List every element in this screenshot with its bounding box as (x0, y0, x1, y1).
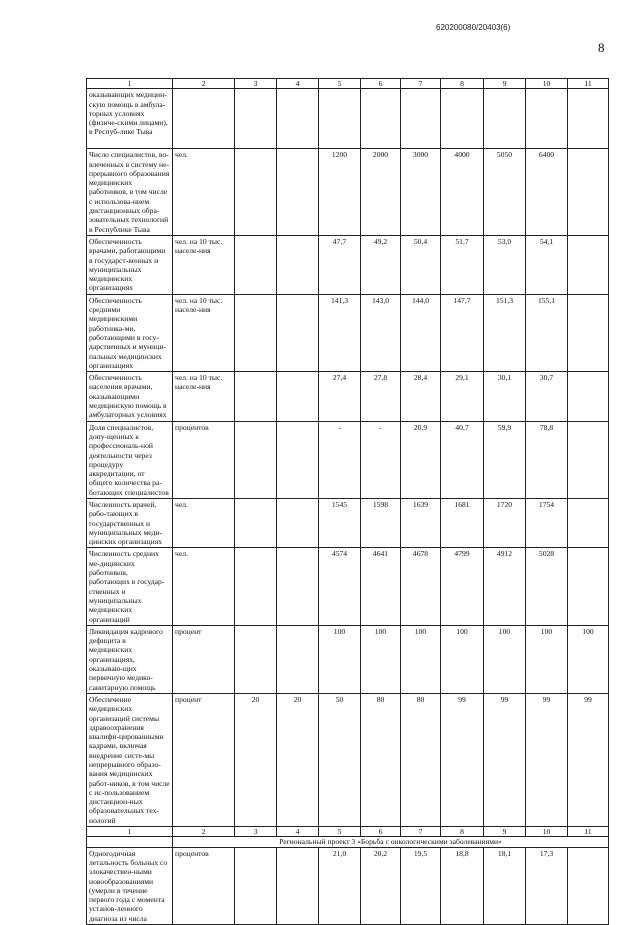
section-blank-cell (87, 837, 173, 847)
indicator-value: 47,7 (319, 235, 361, 294)
indicator-value: - (361, 421, 401, 498)
indicator-value (568, 498, 609, 547)
indicator-value: 100 (361, 625, 401, 693)
indicator-name: Численность средних ме-дицинских работников, работающих в государ-ственных и муниципальных медицинских организаций (87, 548, 173, 625)
indicator-value (484, 89, 526, 149)
indicator-row (87, 693, 609, 826)
column-number: 8 (441, 827, 484, 837)
column-number: 7 (401, 827, 441, 837)
column-number: 4 (277, 827, 319, 837)
indicator-value: - (319, 421, 361, 498)
column-number: 10 (526, 79, 568, 89)
column-number: 5 (319, 827, 361, 837)
indicator-value: 78,8 (526, 421, 568, 498)
indicator-value: 1754 (526, 498, 568, 547)
indicator-value: 99 (526, 693, 568, 826)
indicator-value (235, 498, 277, 547)
indicator-value: 29,1 (441, 372, 484, 421)
indicator-value (235, 149, 277, 236)
column-number: 8 (441, 79, 484, 89)
indicator-value: 19,5 (401, 847, 441, 924)
indicator-value: 30,7 (526, 372, 568, 421)
indicator-value (277, 625, 319, 693)
indicator-row (87, 235, 609, 294)
indicator-value: 1598 (361, 498, 401, 547)
indicator-value: 4912 (484, 548, 526, 625)
indicator-value (568, 372, 609, 421)
indicator-value (277, 149, 319, 236)
column-number: 9 (484, 827, 526, 837)
indicator-value: 100 (484, 625, 526, 693)
indicator-value (568, 548, 609, 625)
indicator-value: 40,7 (441, 421, 484, 498)
column-number: 9 (484, 79, 526, 89)
column-number-row (87, 79, 609, 89)
indicator-unit: процент (173, 693, 235, 826)
indicator-value (277, 89, 319, 149)
indicator-value: 1200 (319, 149, 361, 236)
indicator-row (87, 421, 609, 498)
column-number: 10 (526, 827, 568, 837)
indicator-value (235, 89, 277, 149)
indicator-unit: чел. (173, 498, 235, 547)
indicator-value (568, 421, 609, 498)
indicator-name: Число специалистов, во-влеченных в систему не-прерывного образования медицинских работников, в том числе с использова-нием дистанционных обра-зовательных технологий в Республике Тыва (87, 149, 173, 236)
indicator-name: Численность врачей, рабо-тающих в государственных и муниципальных меди-цинских организациях (87, 498, 173, 547)
indicator-value: 50 (319, 693, 361, 826)
indicator-value: 141,3 (319, 294, 361, 371)
indicator-value: 4000 (441, 149, 484, 236)
indicator-value: 21,0 (319, 847, 361, 924)
indicator-value (235, 235, 277, 294)
indicator-unit: чел. на 10 тыс. населе-ния (173, 294, 235, 371)
indicator-value: 4678 (401, 548, 441, 625)
indicator-value: 99 (568, 693, 609, 826)
indicator-value: 20,2 (361, 847, 401, 924)
indicator-value: 100 (401, 625, 441, 693)
indicator-value: 28,4 (401, 372, 441, 421)
indicator-value: 1545 (319, 498, 361, 547)
indicator-value: 30,1 (484, 372, 526, 421)
indicator-value: 4799 (441, 548, 484, 625)
indicators-table (86, 78, 609, 925)
column-number: 4 (277, 79, 319, 89)
indicator-value: 155,1 (526, 294, 568, 371)
indicator-value (526, 89, 568, 149)
indicator-unit: процентов (173, 847, 235, 924)
indicator-name: Обеспеченность средними медицинскими работника-ми, работающими в госу-дарственных и муници-пальных медицинских организациях (87, 294, 173, 371)
indicator-unit (173, 89, 235, 149)
column-number: 3 (235, 79, 277, 89)
indicator-value: 99 (441, 693, 484, 826)
section-row (87, 837, 609, 847)
indicator-value: 49,2 (361, 235, 401, 294)
page-number: 8 (598, 40, 605, 55)
section-title: Региональный проект 3 «Борьба с онкологическими заболеваниями» (173, 837, 609, 847)
indicator-value: 4641 (361, 548, 401, 625)
indicator-value: 5050 (484, 149, 526, 236)
indicator-value (568, 847, 609, 924)
indicator-name: Обеспеченность населения врачами, оказывающими медицинскую помощь в амбулаторных условиях (87, 372, 173, 421)
indicator-name: Одногодичная летальность больных со злокачествен-ными новообразованиями (умерли в течение первого года с момента установ-ленного диагноза из числа (87, 847, 173, 924)
column-number: 11 (568, 827, 609, 837)
indicator-value: 50,4 (401, 235, 441, 294)
indicator-value (277, 294, 319, 371)
indicator-unit: чел. на 10 тыс. населе-ния (173, 235, 235, 294)
indicator-value: 27,8 (361, 372, 401, 421)
indicator-value (235, 372, 277, 421)
indicator-value (235, 548, 277, 625)
column-number: 1 (87, 827, 173, 837)
indicator-value: 80 (361, 693, 401, 826)
indicator-value (568, 235, 609, 294)
indicator-unit: чел. на 10 тыс. населе-ния (173, 372, 235, 421)
indicator-value: 51,7 (441, 235, 484, 294)
indicator-value (277, 498, 319, 547)
indicator-row (87, 498, 609, 547)
indicator-value (277, 421, 319, 498)
column-number: 6 (361, 827, 401, 837)
column-number: 6 (361, 79, 401, 89)
indicator-value: 20 (277, 693, 319, 826)
indicator-value (568, 149, 609, 236)
indicator-value (361, 89, 401, 149)
indicator-value: 6400 (526, 149, 568, 236)
indicator-value: 100 (568, 625, 609, 693)
indicator-value: 1639 (401, 498, 441, 547)
indicator-unit: чел. (173, 149, 235, 236)
indicator-value: 3000 (401, 149, 441, 236)
indicator-value (319, 89, 361, 149)
column-number: 3 (235, 827, 277, 837)
indicator-row (87, 847, 609, 924)
indicator-value: 20 (235, 693, 277, 826)
indicator-value (235, 847, 277, 924)
indicator-value (277, 235, 319, 294)
indicator-value (235, 294, 277, 371)
indicator-name: оказывающих медицин-скую помощь в амбула-торных условиях (физиче-скими лицами), в Респуб-лике Тыва (87, 89, 173, 149)
indicator-value: 1720 (484, 498, 526, 547)
indicator-name: Обеспечение медицинских организаций системы здравоохранения квалифи-цированными кадрами, включая внедрение систе-мы непрерывного образо-вания медицинских работ-ников, в том числе с ис-пользованием дистанцион-ных образовательных тех-нологий (87, 693, 173, 826)
indicator-unit: процент (173, 625, 235, 693)
indicator-row (87, 548, 609, 625)
column-number: 1 (87, 79, 173, 89)
indicator-row (87, 149, 609, 236)
document-code: 620200080/20403(6) (436, 23, 511, 32)
indicator-name: Доля специалистов, допу-щенных к профессиональ-ной деятельности через процедуру аккредитации, от общего количества ра-ботающих специалистов (87, 421, 173, 498)
indicator-value: 20,9 (401, 421, 441, 498)
column-number: 5 (319, 79, 361, 89)
indicator-value (568, 294, 609, 371)
column-number: 2 (173, 79, 235, 89)
indicator-unit: чел. (173, 548, 235, 625)
indicator-value: 2000 (361, 149, 401, 236)
indicator-value: 18,8 (441, 847, 484, 924)
indicator-value (235, 625, 277, 693)
indicator-value (401, 89, 441, 149)
indicator-value (277, 548, 319, 625)
indicator-row (87, 625, 609, 693)
indicator-value: 80 (401, 693, 441, 826)
indicator-value: 59,9 (484, 421, 526, 498)
indicator-value: 27,4 (319, 372, 361, 421)
indicator-row (87, 89, 609, 149)
indicator-value: 1681 (441, 498, 484, 547)
indicator-value: 147,7 (441, 294, 484, 371)
indicator-row (87, 372, 609, 421)
indicator-value: 54,1 (526, 235, 568, 294)
indicator-value: 100 (441, 625, 484, 693)
indicator-value: 144,0 (401, 294, 441, 371)
column-number: 11 (568, 79, 609, 89)
indicator-value: 100 (319, 625, 361, 693)
indicator-value: 99 (484, 693, 526, 826)
column-number: 7 (401, 79, 441, 89)
indicator-value (277, 847, 319, 924)
indicator-value (277, 372, 319, 421)
indicator-value: 100 (526, 625, 568, 693)
indicator-unit: процентов (173, 421, 235, 498)
column-number: 2 (173, 827, 235, 837)
indicator-value: 4574 (319, 548, 361, 625)
indicator-value: 151,3 (484, 294, 526, 371)
indicator-value (441, 89, 484, 149)
indicator-value: 17,3 (526, 847, 568, 924)
indicator-value (235, 421, 277, 498)
column-number-row (87, 827, 609, 837)
indicator-value: 143,0 (361, 294, 401, 371)
indicator-value: 53,0 (484, 235, 526, 294)
indicator-value (568, 89, 609, 149)
indicator-value: 5028 (526, 548, 568, 625)
indicator-name: Ликвидация кадрового дефицита в медицинских организациях, оказываю-щих первичную медико-санитарную помощь (87, 625, 173, 693)
indicator-row (87, 294, 609, 371)
indicator-value: 18,1 (484, 847, 526, 924)
indicator-name: Обеспеченность врачами, работающими в государст-венных и муниципальных медицинских организациях (87, 235, 173, 294)
